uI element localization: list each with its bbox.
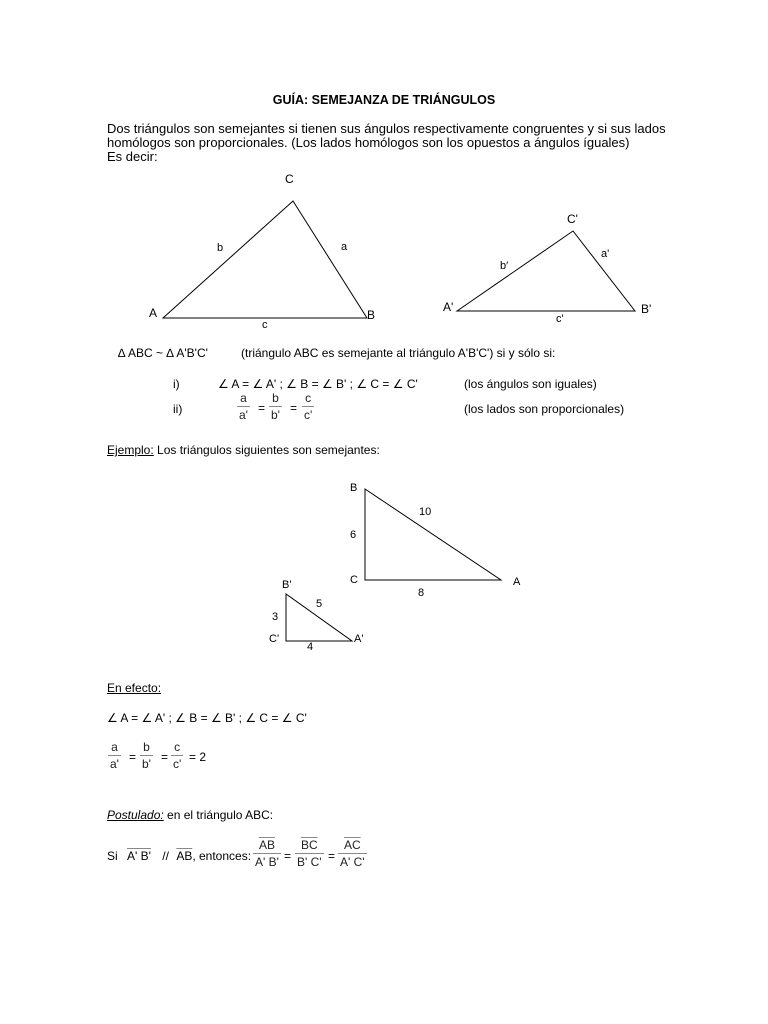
numerator: b xyxy=(143,740,150,754)
numerator: $\overline{BC}$ xyxy=(300,838,318,852)
fraction-a-over-a-prime xyxy=(237,392,250,422)
postulate-fraction-ab xyxy=(253,839,281,869)
equals-sign: = xyxy=(258,401,266,415)
fraction-c-over-c-prime xyxy=(302,392,314,422)
vertex-b-label: B xyxy=(367,308,376,322)
parallel-symbol: // xyxy=(162,849,169,863)
numerator: c xyxy=(174,740,181,754)
page-title: GUÍA: SEMEJANZA DE TRIÁNGULOS xyxy=(272,93,496,107)
postulate-condition xyxy=(107,849,251,863)
postulate-text: en el triángulo ABC: xyxy=(163,808,274,822)
segment-ab: $\overline{AB}$ xyxy=(176,849,193,863)
proof-fraction-c xyxy=(171,741,183,771)
similarity-statement: ∆ ABC ~ ∆ A'B'C' xyxy=(118,346,208,360)
denominator: A' B' xyxy=(255,855,279,869)
denominator: b' xyxy=(271,408,280,422)
example-vertex-a: A xyxy=(513,576,521,588)
numerator: a xyxy=(240,391,247,405)
example-side-bc: 6 xyxy=(350,529,357,541)
vertex-c-label: C xyxy=(285,172,294,186)
side-b-label: b xyxy=(217,242,224,254)
example-vertex-b-prime: B' xyxy=(282,579,292,591)
then-word: , entonces: xyxy=(192,849,252,863)
numerator: a xyxy=(111,740,118,754)
fraction-b-over-b-prime xyxy=(269,392,282,422)
similarity-explanation: (triángulo ABC es semejante al triángulo A'B'C') si y sólo si: xyxy=(241,346,556,360)
example-vertex-a-prime: A' xyxy=(354,633,364,645)
denominator: c' xyxy=(304,408,313,422)
side-a-label: a xyxy=(341,241,348,253)
equals-sign: = xyxy=(161,750,169,764)
triangle-abc-prime xyxy=(457,231,635,311)
example-triangle-big xyxy=(365,489,501,580)
denominator: b' xyxy=(142,757,151,771)
proof-angles: ∠ A = ∠ A' ; ∠ B = ∠ B' ; ∠ C = ∠ C' xyxy=(107,711,307,725)
condition-i-label: i) xyxy=(173,377,180,391)
example-text: Los triángulos siguientes son semejantes: xyxy=(153,443,380,457)
example-label: Ejemplo: xyxy=(107,443,154,457)
proof-label: En efecto: xyxy=(107,681,162,695)
intro-line-3: Es decir: xyxy=(107,149,158,164)
denominator: c' xyxy=(173,757,182,771)
intro-line-2: homólogos son proporcionales. (Los lados homólogos son los opuestos a ángulos íguales) xyxy=(107,135,630,150)
numerator: c xyxy=(305,391,312,405)
vertex-a-prime-label: A' xyxy=(443,300,454,314)
postulate-fraction-bc xyxy=(295,839,324,869)
denominator: a' xyxy=(239,408,248,422)
numerator: $\overline{AC}$ xyxy=(343,838,361,852)
postulate-label: Postulado: xyxy=(107,808,164,822)
example-vertex-b: B xyxy=(350,482,358,494)
equals-sign: = xyxy=(129,750,137,764)
example-vertex-c: C xyxy=(350,574,358,586)
equals-sign: = xyxy=(284,849,292,863)
si-word: Si xyxy=(107,849,118,863)
side-b-prime-label: b′ xyxy=(500,260,509,272)
vertex-c-prime-label: C' xyxy=(567,212,578,226)
triangle-abc xyxy=(163,201,367,318)
example-side-bc-prime: 3 xyxy=(272,611,279,623)
intro-line-1: Dos triángulos son semejantes si tienen sus ángulos respectivamente congruentes y si sus lados xyxy=(107,121,666,136)
condition-i-formula: ∠ A = ∠ A' ; ∠ B = ∠ B' ; ∠ C = ∠ C' xyxy=(218,377,418,391)
equals-sign: = xyxy=(328,849,336,863)
proof-fraction-b xyxy=(140,741,153,771)
condition-ii-note: (los lados son proporcionales) xyxy=(464,402,625,416)
numerator: b xyxy=(272,391,279,405)
example-side-ca-prime: 4 xyxy=(307,641,314,653)
denominator: a' xyxy=(110,757,119,771)
example-vertex-c-prime: C' xyxy=(269,633,280,645)
vertex-a-label: A xyxy=(149,306,158,320)
segment-a-prime-b-prime: A' B' xyxy=(127,849,151,863)
postulate-fraction-ac xyxy=(338,839,367,869)
example-side-ca: 8 xyxy=(418,587,425,599)
denominator: B' C' xyxy=(297,855,322,869)
numerator: $\overline{AB}$ xyxy=(258,838,275,852)
side-c-prime-label: c' xyxy=(556,313,564,325)
vertex-b-prime-label: B' xyxy=(641,302,652,316)
equals-sign: = xyxy=(290,401,298,415)
condition-ii-label: ii) xyxy=(173,402,183,416)
condition-i-note: (los ángulos son iguales) xyxy=(464,377,597,391)
postulate-line xyxy=(107,808,273,822)
side-c-label: c xyxy=(262,319,268,331)
side-a-prime-label: a' xyxy=(601,248,610,260)
denominator: A' C' xyxy=(340,855,365,869)
example-line xyxy=(107,443,380,457)
example-side-ba: 10 xyxy=(419,506,432,518)
proof-fraction-a xyxy=(108,741,121,771)
example-side-ba-prime: 5 xyxy=(316,598,323,610)
proof-result: = 2 xyxy=(189,750,207,764)
